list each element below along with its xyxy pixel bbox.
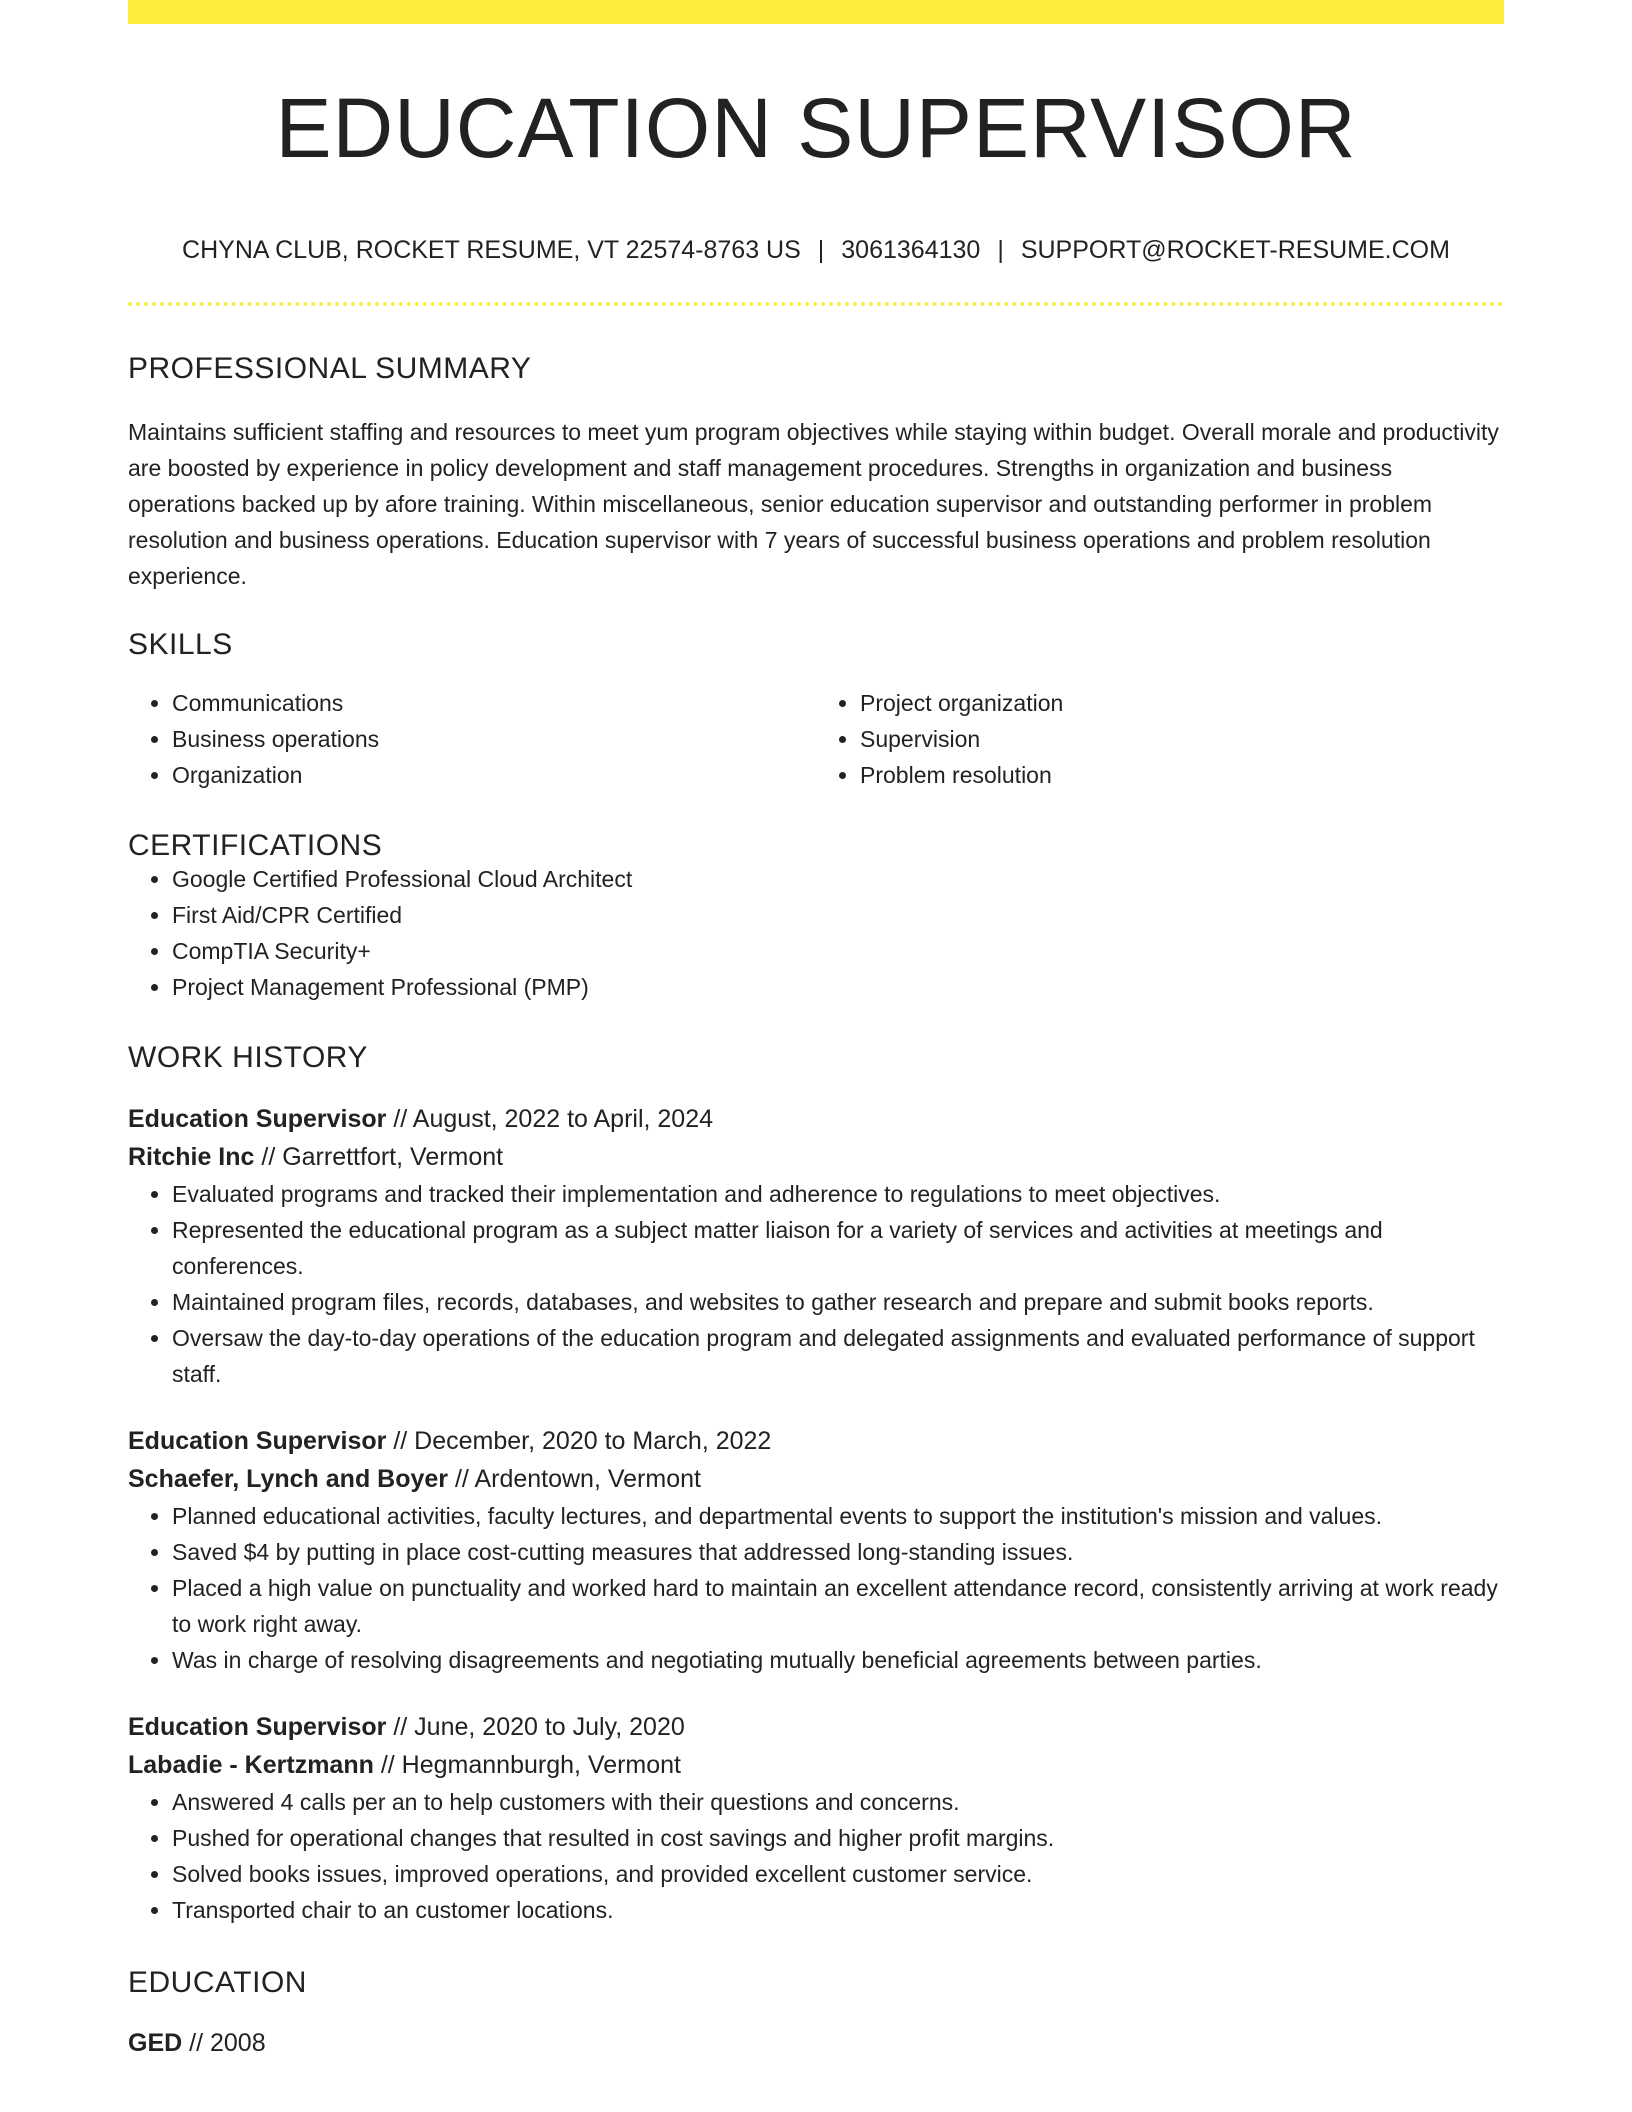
header-divider <box>128 302 1504 306</box>
job-location: // Garrettfort, Vermont <box>261 1143 504 1171</box>
job-role-line <box>128 1422 1504 1460</box>
certifications-list <box>128 861 1504 1005</box>
job-role-line <box>128 1100 1504 1138</box>
job-bullets <box>128 1498 1504 1678</box>
skills-list-right <box>816 685 1504 793</box>
job-company: Labadie - Kertzmann <box>128 1751 374 1779</box>
job-bullet: • Planned educational activities, faculty lectures, and departmental events to support the institution's mission and values. <box>172 1498 1504 1534</box>
certification-item: • First Aid/CPR Certified <box>172 897 1504 933</box>
job-bullet: • Solved books issues, improved operations, and provided excellent customer service. <box>172 1856 1504 1892</box>
job-bullet: • Answered 4 calls per an to help customers with their questions and concerns. <box>172 1784 1504 1820</box>
job-entry <box>128 1100 1504 1392</box>
job-entry <box>128 1422 1504 1678</box>
skills-heading: SKILLS <box>128 628 233 661</box>
job-company: Schaefer, Lynch and Boyer <box>128 1465 449 1493</box>
job-company: Ritchie Inc <box>128 1143 255 1171</box>
job-bullet: • Transported chair to an customer locations. <box>172 1892 1504 1928</box>
skill-item: • Business operations <box>172 721 816 757</box>
job-bullet: • Oversaw the day-to-day operations of the education program and delegated assignments and evaluated performance of support staff. <box>172 1320 1504 1392</box>
job-bullet: • Saved $4 by putting in place cost-cutting measures that addressed long-standing issues. <box>172 1534 1504 1570</box>
summary-text: Maintains sufficient staffing and resources to meet yum program objectives while staying within budget. Overall morale and productivity are boosted by experience in policy development and staff management procedures. Strengths in organization and business operations backed up by afore training. Within miscellaneous, senior education supervisor and outstanding performer in problem resolution and business operations. Education supervisor with 7 years of successful business operations and problem resolution experience. <box>128 419 1499 589</box>
skill-item: • Project organization <box>860 685 1504 721</box>
skill-item: • Supervision <box>860 721 1504 757</box>
contact-address: CHYNA CLUB, ROCKET RESUME, VT 22574-8763 US <box>182 236 801 264</box>
job-bullet: • Pushed for operational changes that resulted in cost savings and higher profit margins. <box>172 1820 1504 1856</box>
job-title: Education Supervisor <box>128 1105 387 1133</box>
education-year: // 2008 <box>189 2029 266 2057</box>
job-bullet: • Represented the educational program as a subject matter liaison for a variety of services and activities at meetings and conferences. <box>172 1212 1504 1284</box>
contact-separator: | <box>997 236 1004 264</box>
job-bullet: • Was in charge of resolving disagreements and negotiating mutually beneficial agreements between parties. <box>172 1642 1504 1678</box>
skill-item: • Communications <box>172 685 816 721</box>
contact-line <box>128 238 1504 263</box>
job-bullet: • Placed a high value on punctuality and worked hard to maintain an excellent attendance record, consistently arriving at work ready to work right away. <box>172 1570 1504 1642</box>
job-bullets <box>128 1176 1504 1392</box>
education-degree: GED <box>128 2029 183 2057</box>
skill-item: • Problem resolution <box>860 757 1504 793</box>
contact-separator: | <box>817 236 825 264</box>
work-history-heading: WORK HISTORY <box>128 1041 368 1074</box>
education-entry <box>128 2024 1504 2062</box>
job-dates: // August, 2022 to April, 2024 <box>393 1105 714 1133</box>
job-entry <box>128 1708 1504 1928</box>
contact-email[interactable]: SUPPORT@ROCKET-RESUME.COM <box>1020 236 1450 264</box>
job-bullet: • Evaluated programs and tracked their implementation and adherence to regulations to meet objectives. <box>172 1176 1504 1212</box>
job-title: Education Supervisor <box>128 1713 387 1741</box>
job-location: // Ardentown, Vermont <box>454 1465 701 1493</box>
skills-list-left <box>128 685 816 793</box>
skills-columns <box>128 685 1504 793</box>
education-heading: EDUCATION <box>128 1966 307 1999</box>
summary-heading: PROFESSIONAL SUMMARY <box>128 352 532 385</box>
job-bullets <box>128 1784 1504 1928</box>
resume-page <box>128 0 1504 2062</box>
job-location: // Hegmannburgh, Vermont <box>380 1751 681 1779</box>
certification-item: • Project Management Professional (PMP) <box>172 969 1504 1005</box>
certification-item: • CompTIA Security+ <box>172 933 1504 969</box>
job-role-line <box>128 1708 1504 1746</box>
job-dates: // June, 2020 to July, 2020 <box>393 1713 685 1741</box>
accent-bar <box>128 0 1504 24</box>
certifications-heading: CERTIFICATIONS <box>128 829 383 862</box>
job-title: Education Supervisor <box>128 1427 387 1455</box>
skill-item: • Organization <box>172 757 816 793</box>
contact-phone: 3061364130 <box>841 236 981 264</box>
job-company-line <box>128 1460 1504 1498</box>
job-company-line <box>128 1138 1504 1176</box>
job-bullet: • Maintained program files, records, databases, and websites to gather research and prepare and submit books reports. <box>172 1284 1504 1320</box>
job-dates: // December, 2020 to March, 2022 <box>393 1427 772 1455</box>
resume-name: EDUCATION SUPERVISOR <box>275 81 1357 175</box>
certification-item: • Google Certified Professional Cloud Architect <box>172 861 1504 897</box>
job-company-line <box>128 1746 1504 1784</box>
